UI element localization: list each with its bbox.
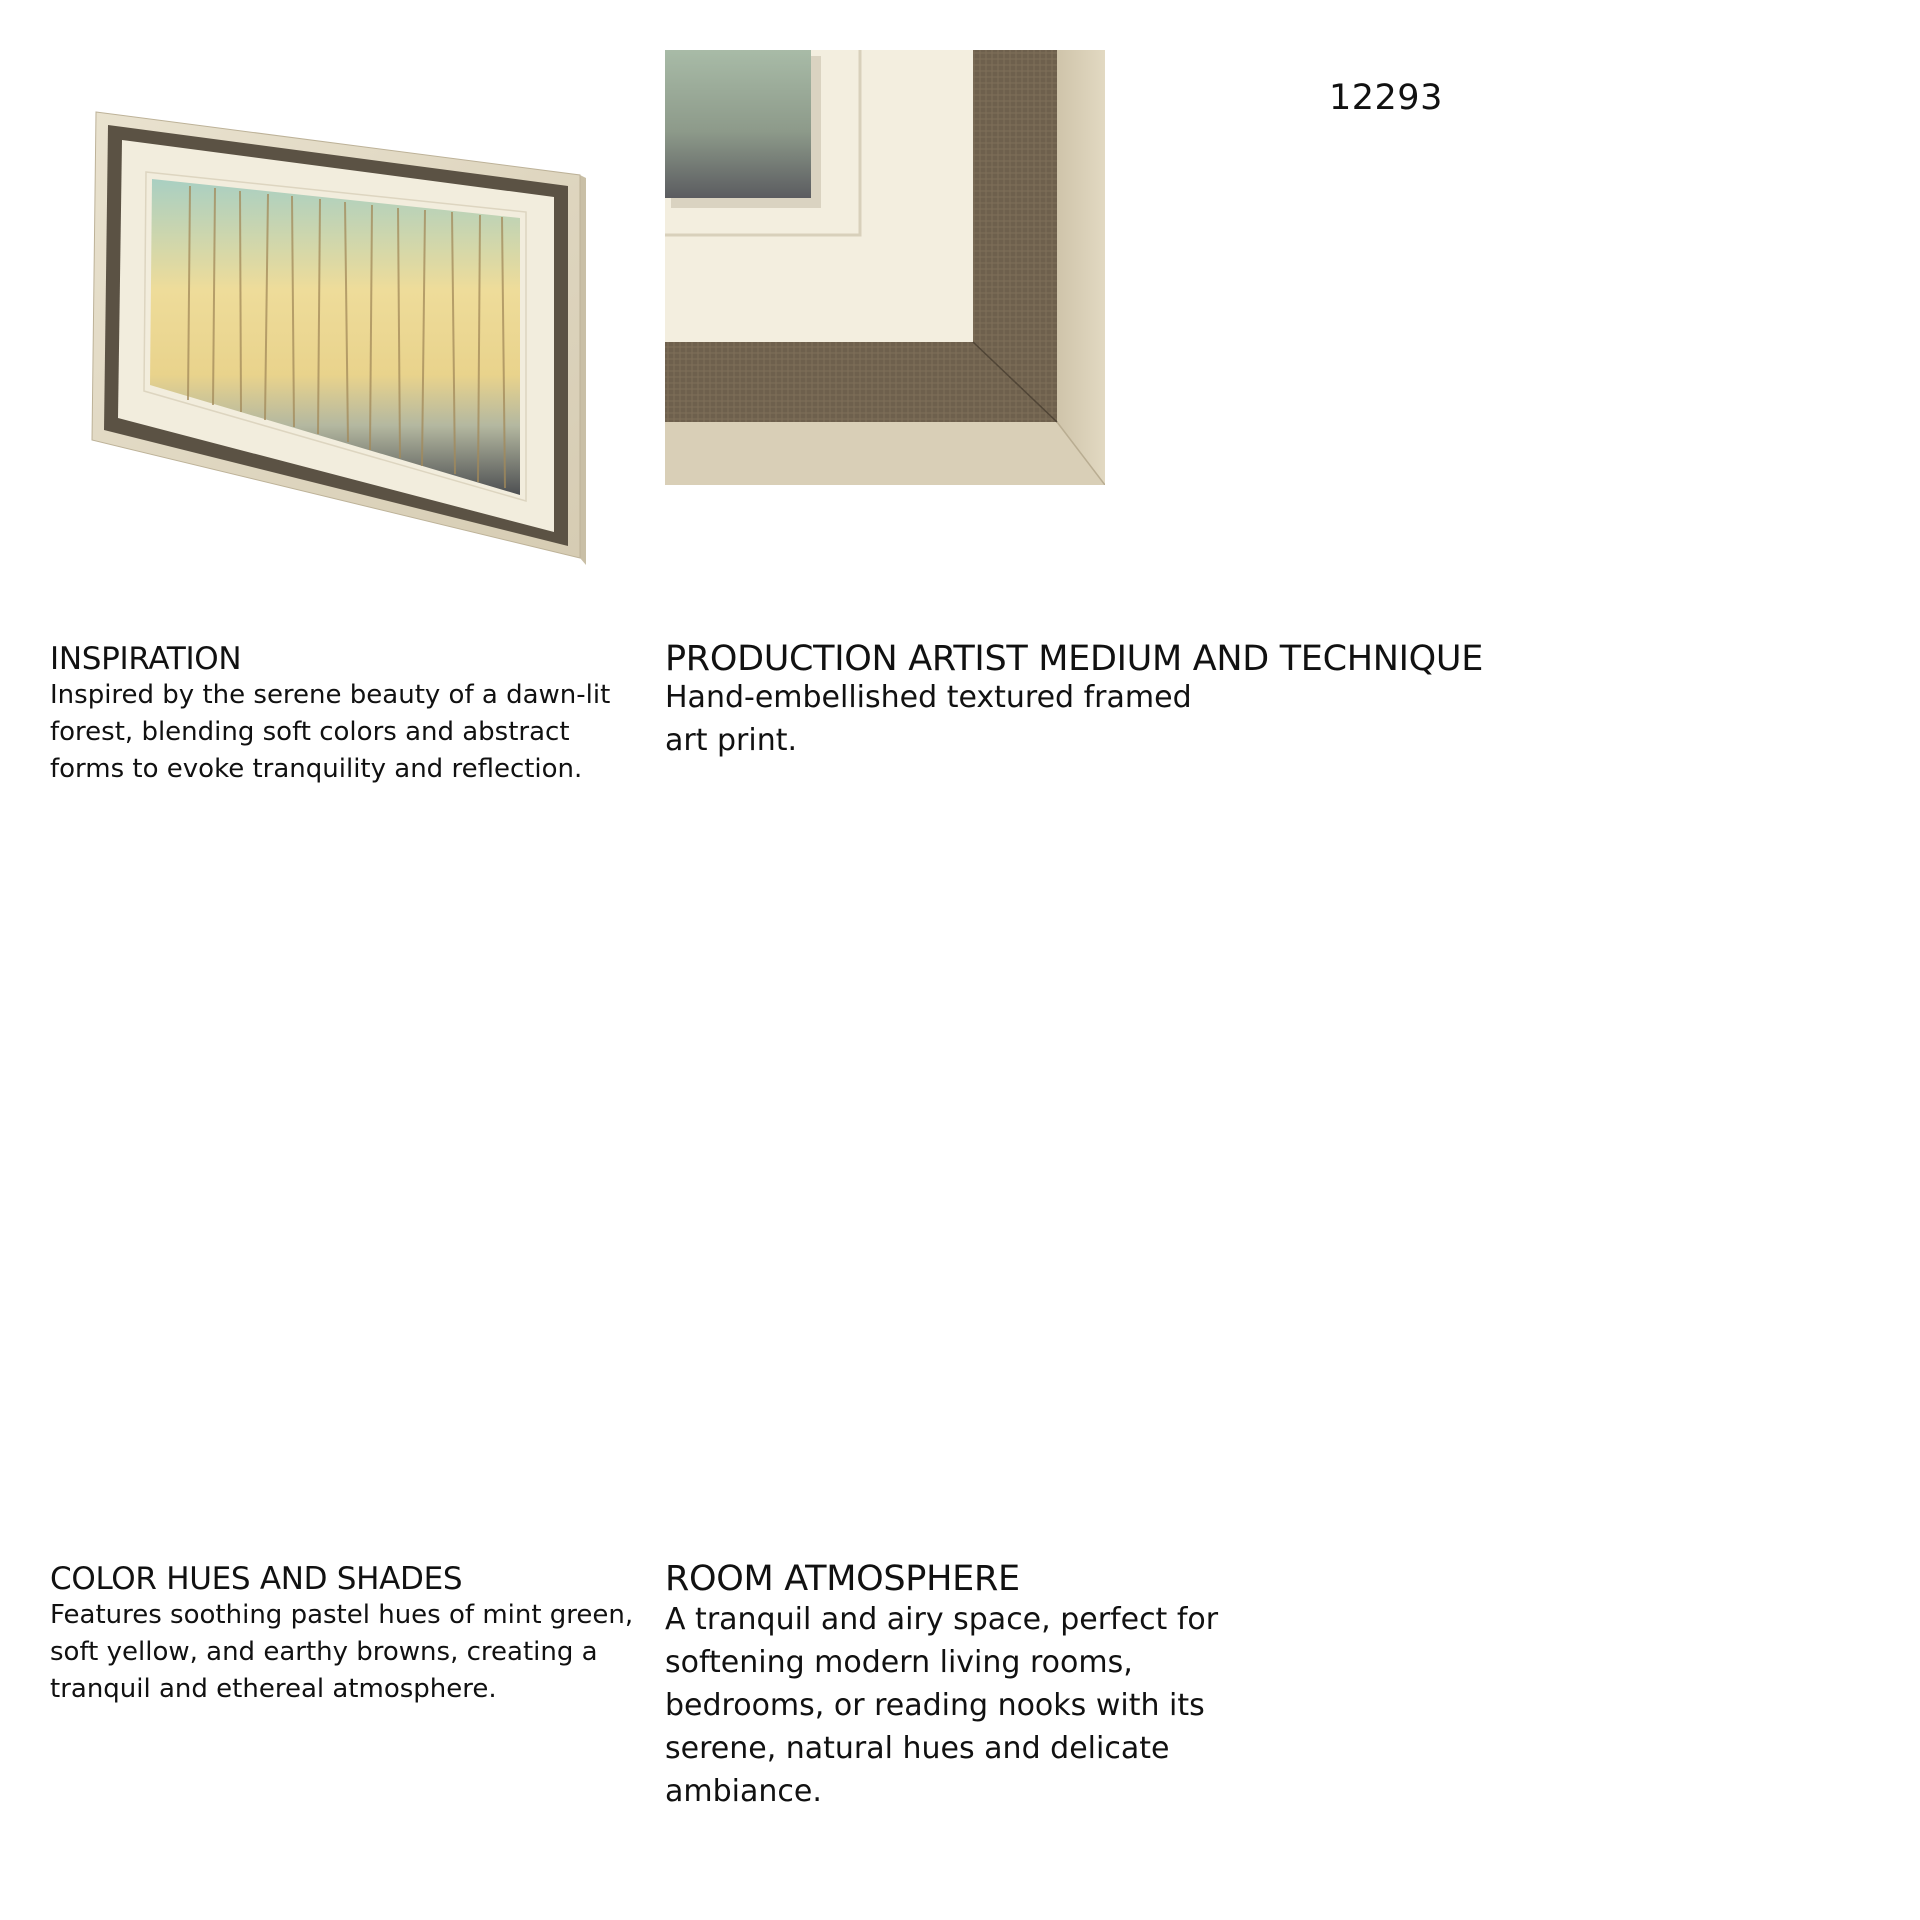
inspiration-text: Inspired by the serene beauty of a dawn-lit forest, blending soft colors and abstract forms to evoke tranquility and reflection. <box>50 680 611 784</box>
frame-corner-detail-image <box>665 50 1105 485</box>
product-number: 12293 <box>1329 78 1443 118</box>
color-hues-text: Features soothing pastel hues of mint green, soft yellow, and earthy browns, creating a tranquil and ethereal atmosphere. <box>50 1600 634 1704</box>
production-text: Hand-embellished textured framed art print. <box>665 680 1192 758</box>
room-atmosphere-text: A tranquil and airy space, perfect for softening modern living rooms, bedrooms, or reading nooks with its serene, natural hues and delicate ambiance. <box>665 1602 1219 1809</box>
color-hues-heading: COLOR HUES AND SHADES <box>50 1561 463 1597</box>
room-atmosphere-heading: ROOM ATMOSPHERE <box>665 1559 1020 1599</box>
production-heading: PRODUCTION ARTIST MEDIUM AND TECHNIQUE <box>665 639 1484 679</box>
inspiration-heading: INSPIRATION <box>50 641 242 677</box>
framed-art-angled-image <box>80 100 600 580</box>
